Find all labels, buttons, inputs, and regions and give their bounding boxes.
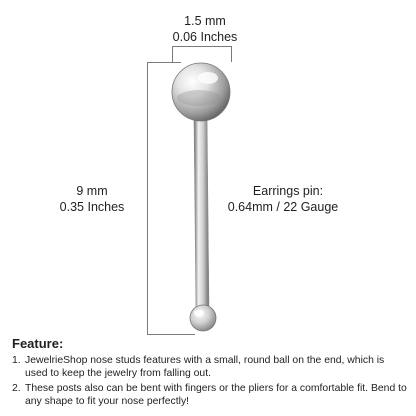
pin-gauge-label: Earrings pin: <box>252 184 324 198</box>
feature-text: These posts also can be bent with fingers or the pliers for a comfortable fit. Bend to any shape to fit your nose perfectly! <box>25 383 407 407</box>
head-width-inches: 0.06 Inches <box>172 30 238 44</box>
feature-text: JewelrieShop nose studs features with a small, round ball on the end, which is used to keep the jewelry from falling out. <box>25 355 385 379</box>
feature-title: Feature: <box>12 336 64 351</box>
pin-shaft <box>194 118 209 310</box>
pin-gauge-value: 0.64mm / 22 Gauge <box>227 200 339 214</box>
feature-number: 1. <box>12 355 21 366</box>
pin-length-inches: 0.35 Inches <box>59 200 125 214</box>
end-ball <box>190 305 216 331</box>
pin-length-mm: 9 mm <box>76 184 108 198</box>
feature-item <box>12 382 408 408</box>
feature-section <box>12 336 408 408</box>
feature-number: 2. <box>12 383 21 394</box>
feature-item <box>12 354 408 380</box>
head-width-mm: 1.5 mm <box>184 14 226 28</box>
